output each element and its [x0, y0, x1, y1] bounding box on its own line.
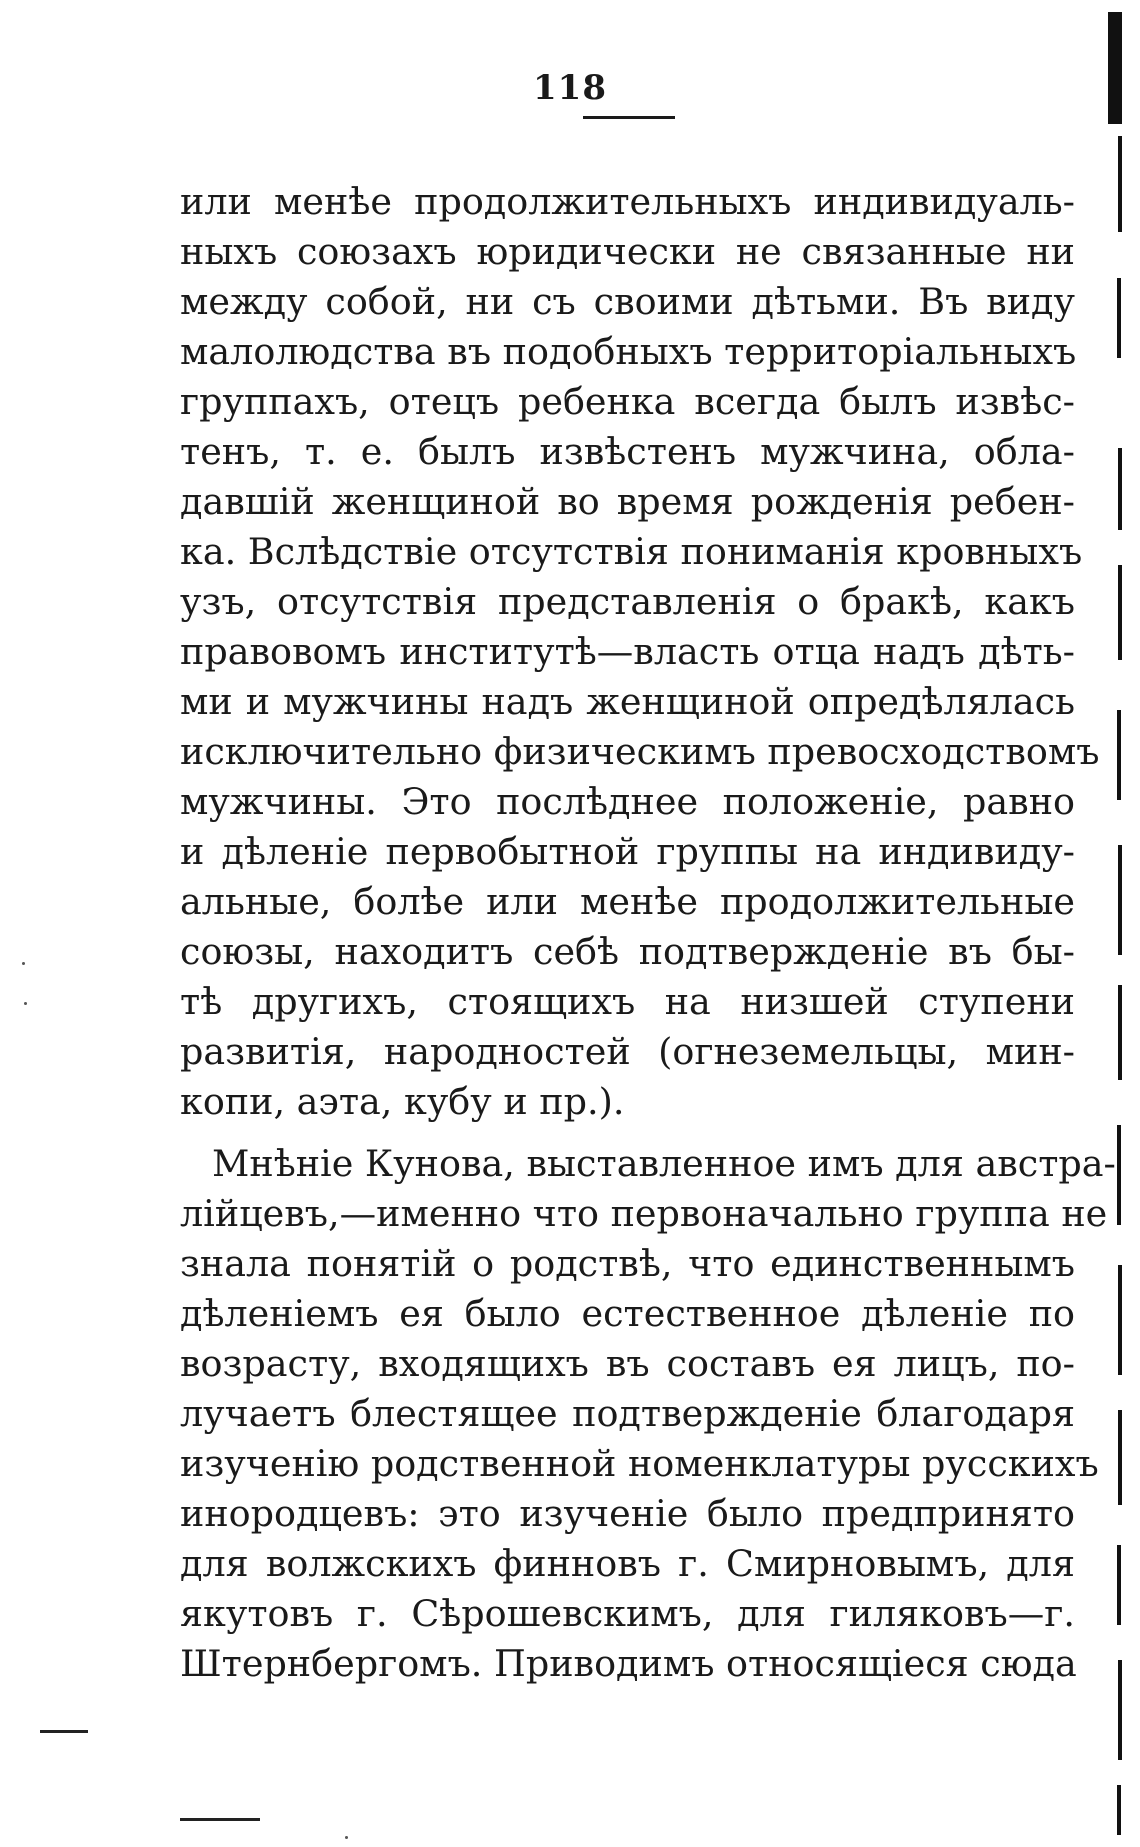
text-line: малолюдства въ подобныхъ территоріальныхъ — [180, 330, 1077, 373]
text-line: давшій женщиной во время рожденія ребен- — [180, 480, 1075, 523]
text-line: Мнѣніе Кунова, выставленное имъ для австра- — [212, 1142, 1116, 1185]
text-line: якутовъ г. Сѣрошевскимъ, для гиляковъ—г. — [180, 1592, 1075, 1635]
scan-edge-mark — [1108, 12, 1122, 124]
text-line: тенъ, т. е. былъ извѣстенъ мужчина, обла- — [180, 430, 1075, 473]
scan-edge-mark — [1117, 710, 1121, 800]
text-line: ми и мужчины надъ женщиной опредѣлялась — [180, 680, 1075, 723]
text-line: для волжскихъ финновъ г. Смирновымъ, для — [180, 1542, 1075, 1585]
page-number-underline — [583, 116, 675, 119]
scan-edge-mark — [1118, 448, 1122, 530]
text-line: между собой, ни съ своими дѣтьми. Въ виду — [180, 280, 1075, 323]
margin-rule — [40, 1730, 88, 1733]
scan-edge-mark — [1117, 278, 1121, 358]
text-line: группахъ, отецъ ребенка всегда былъ извѣс- — [180, 380, 1075, 423]
text-line: знала понятій о родствѣ, что единственнымъ — [180, 1242, 1075, 1285]
text-line: инородцевъ: это изученіе было предпринято — [180, 1492, 1075, 1535]
text-line: мужчины. Это послѣднее положеніе, равно — [180, 780, 1075, 823]
scan-edge-mark — [1118, 136, 1122, 232]
scan-edge-mark — [1118, 1410, 1122, 1505]
scan-edge-mark — [1118, 985, 1122, 1080]
scan-edge-mark — [1118, 1660, 1122, 1760]
text-line: ка. Вслѣдствіе отсутствія пониманія кровныхъ — [180, 530, 1083, 573]
text-line: развитія, народностей (огнеземельцы, мин- — [180, 1030, 1075, 1073]
text-line: копи, аэта, кубу и пр.). — [180, 1080, 625, 1123]
scan-edge-mark — [1117, 1125, 1121, 1225]
scan-edge-mark — [1117, 1545, 1121, 1625]
text-line: союзы, находитъ себѣ подтвержденіе въ бы- — [180, 930, 1075, 973]
text-line: или менѣе продолжительныхъ индивидуаль- — [180, 180, 1075, 223]
scan-edge-mark — [1118, 1265, 1122, 1375]
scan-speck — [24, 1002, 27, 1005]
paragraph-2 — [180, 1139, 1116, 1689]
scan-edge-mark — [1118, 565, 1122, 660]
scan-edge-mark — [1117, 1785, 1121, 1835]
text-line: правовомъ институтѣ—власть отца надъ дѣть- — [180, 630, 1075, 673]
scan-speck — [22, 962, 25, 965]
text-line: дѣленіемъ ея было естественное дѣленіе по — [180, 1292, 1075, 1335]
text-line: лійцевъ,—именно что первоначально группа не — [180, 1192, 1108, 1235]
text-line: ныхъ союзахъ юридически не связанные ни — [180, 230, 1075, 273]
text-line: тѣ другихъ, стоящихъ на низшей ступени — [180, 980, 1075, 1023]
text-line: изученію родственной номенклатуры русскихъ — [180, 1442, 1099, 1485]
text-line: и дѣленіе первобытной группы на индивиду- — [180, 830, 1075, 873]
text-line: исключительно физическимъ превосходствомъ — [180, 730, 1100, 773]
margin-rule — [180, 1818, 260, 1821]
text-line: узъ, отсутствія представленія о бракѣ, какъ — [180, 580, 1075, 623]
page-number: 118 — [533, 68, 607, 108]
paragraph-1 — [180, 177, 1100, 1127]
text-line: Штернбергомъ. Приводимъ относящіеся сюда — [180, 1642, 1077, 1685]
scan-edge-mark — [1118, 845, 1122, 955]
text-line: лучаетъ блестящее подтвержденіе благодаря — [180, 1392, 1075, 1435]
text-line: возрасту, входящихъ въ составъ ея лицъ, по- — [180, 1342, 1075, 1385]
scan-speck — [345, 1836, 348, 1839]
page-body — [180, 177, 1116, 1689]
text-line: альные, болѣе или менѣе продолжительные — [180, 880, 1075, 923]
